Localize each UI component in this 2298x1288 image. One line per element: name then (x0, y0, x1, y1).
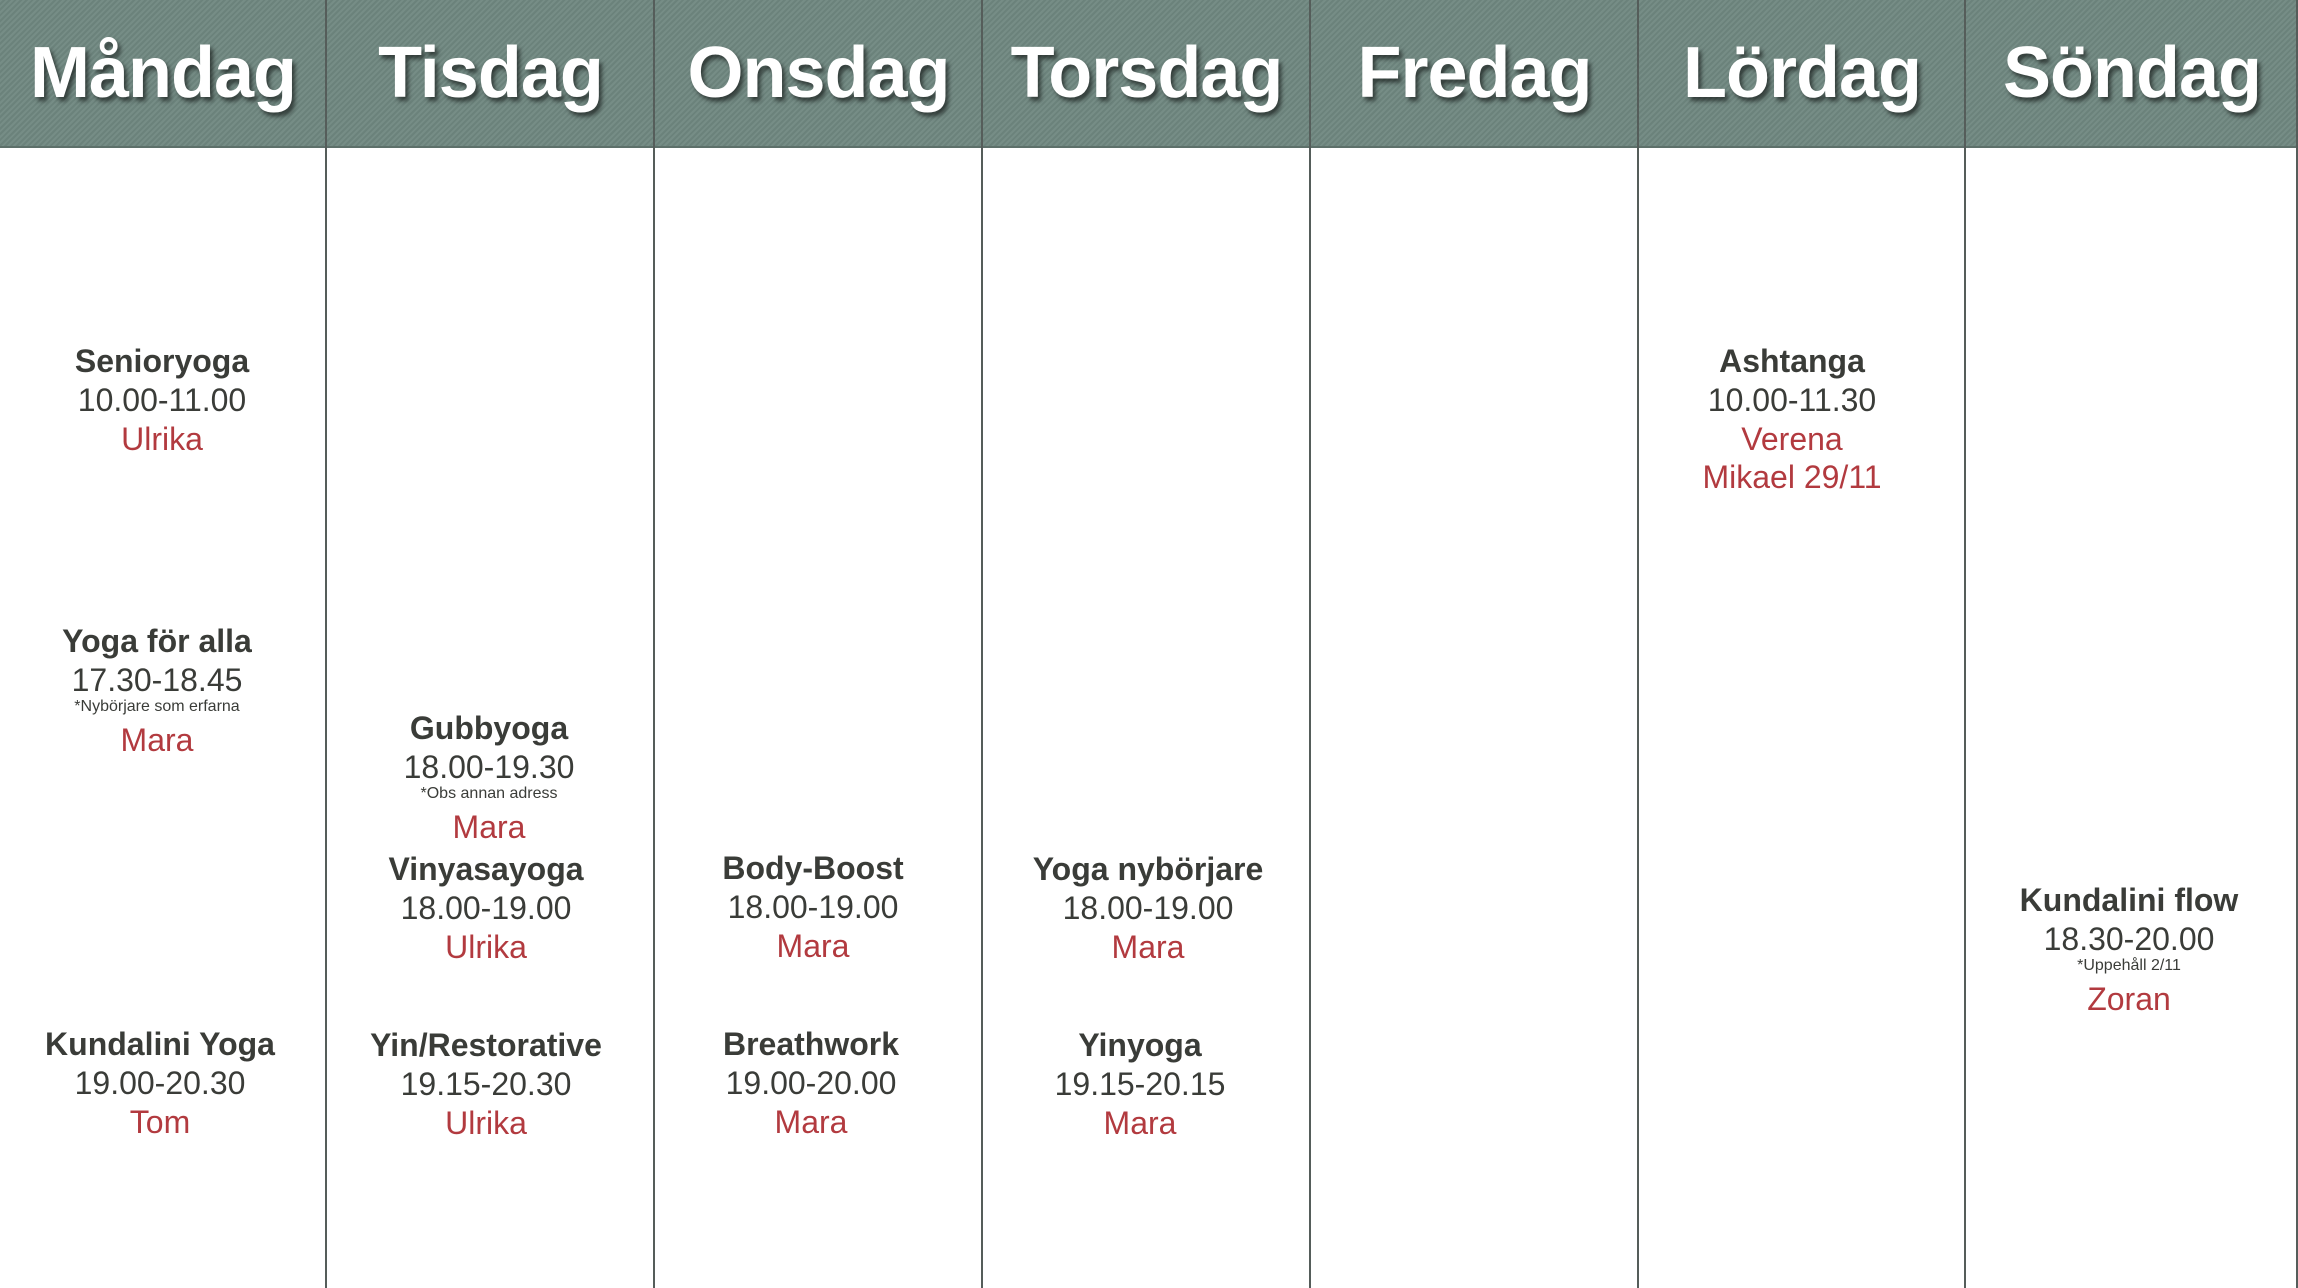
class-note: *Nybörjare som erfarna (74, 698, 240, 715)
class-note: *Obs annan adress (420, 785, 558, 802)
class-name: Yinyoga (1078, 1027, 1202, 1063)
class-time: 18.00-19.00 (400, 890, 572, 926)
day-header-tuesday: Tisdag (378, 33, 603, 113)
class-teacher: Zoran (2087, 981, 2171, 1017)
class-name: Body-Boost (722, 850, 904, 886)
class-kundalini-flow (1969, 884, 2289, 1015)
class-teacher: Ulrika (445, 1105, 527, 1141)
class-time: 10.00-11.30 (1707, 382, 1877, 418)
class-yinyoga (980, 1029, 1300, 1139)
class-name: Ashtanga (1719, 343, 1865, 379)
class-teacher: Tom (129, 1104, 191, 1140)
class-teacher: Ulrika (445, 929, 527, 965)
class-time: 18.00-19.00 (1062, 890, 1234, 926)
class-time: 17.30-18.45 (71, 662, 243, 698)
class-yoga-for-alla (0, 625, 317, 756)
class-time: 19.15-20.15 (1054, 1066, 1226, 1102)
class-note: *Uppehåll 2/11 (2077, 957, 2181, 974)
class-name: Senioryoga (74, 343, 250, 379)
class-teacher: Ulrika (121, 421, 203, 457)
day-header-sunday: Söndag (2003, 33, 2261, 113)
class-name: Kundalini Yoga (45, 1026, 275, 1062)
class-name: Kundalini flow (2019, 882, 2239, 918)
class-name: Breathwork (722, 1026, 900, 1062)
class-name: Vinyasayoga (388, 851, 584, 887)
class-kundalini-yoga (0, 1028, 320, 1138)
class-body-boost (653, 852, 973, 962)
class-breathwork (651, 1028, 971, 1138)
class-yin-restorative (326, 1029, 646, 1139)
class-time: 18.30-20.00 (2043, 921, 2215, 957)
class-teacher: Mara (1111, 929, 1185, 965)
column-divider (1964, 0, 1966, 1288)
class-teacher: Mara (776, 928, 850, 964)
class-teacher: Mara (1103, 1105, 1177, 1141)
class-name: Yin/Restorative (370, 1027, 602, 1063)
class-yoga-nyborjare (988, 853, 1308, 963)
class-name: Yoga nybörjare (1032, 851, 1264, 887)
class-time: 19.00-20.00 (725, 1065, 897, 1101)
class-time: 19.15-20.30 (400, 1066, 572, 1102)
class-gubbyoga (329, 712, 649, 843)
class-time: 19.00-20.30 (74, 1065, 246, 1101)
day-header-monday: Måndag (29, 33, 296, 113)
day-header-saturday: Lördag (1683, 33, 1921, 113)
class-teacher: Verena (1741, 421, 1843, 457)
day-header-thursday: Torsdag (1010, 33, 1283, 113)
class-vinyasayoga (326, 853, 646, 963)
day-header-wednesday: Onsdag (687, 33, 950, 113)
day-header-friday: Fredag (1357, 33, 1592, 113)
class-ashtanga (1632, 345, 1952, 493)
class-time: 18.00-19.00 (727, 889, 899, 925)
class-teacher: Mara (120, 722, 194, 758)
class-name: Yoga för alla (62, 623, 252, 659)
class-teacher: Mara (774, 1104, 848, 1140)
weekday-header-bar (0, 0, 2298, 148)
class-teacher-substitute: Mikael 29/11 (1702, 459, 1882, 495)
class-time: 10.00-11.00 (77, 382, 247, 418)
class-time: 18.00-19.30 (403, 749, 575, 785)
class-teacher: Mara (452, 809, 526, 845)
class-name: Gubbyoga (409, 710, 569, 746)
column-divider (1309, 0, 1311, 1288)
column-divider (1637, 0, 1639, 1288)
class-senioryoga (2, 345, 322, 455)
